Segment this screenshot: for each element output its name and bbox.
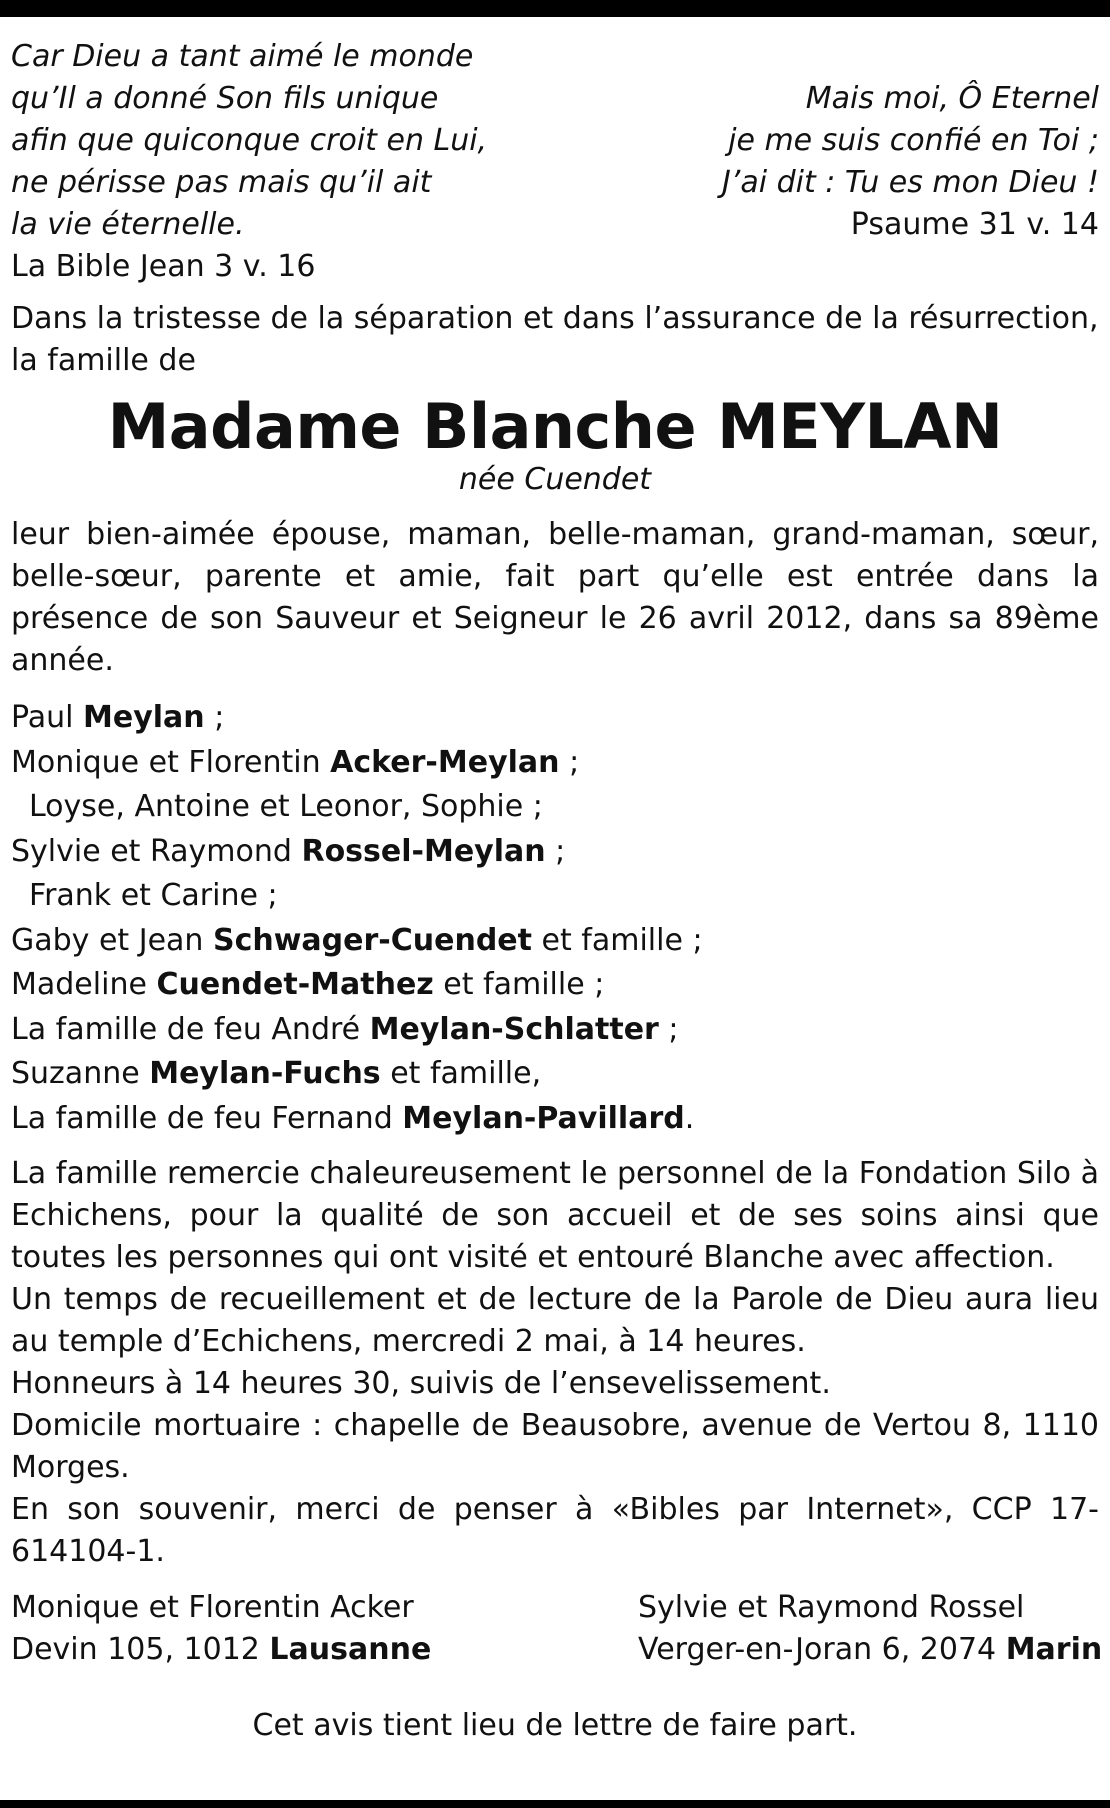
family-member-given: Gaby et Jean xyxy=(11,922,213,958)
verse-right-line: je me suis confié en Toi ; xyxy=(728,123,1099,158)
thanks-paragraph: Domicile mortuaire : chapelle de Beausobre, avenue de Vertou 8, 1110 Morges. xyxy=(11,1408,1099,1485)
verse-left-line: qu’Il a donné Son fils unique xyxy=(11,81,439,116)
signature-right xyxy=(638,1587,1102,1671)
family-member-given: Loyse, Antoine et Leonor, Sophie ; xyxy=(29,789,543,824)
family-member-line xyxy=(11,919,1099,964)
family-list xyxy=(11,696,1099,1141)
intro-line: Dans la tristesse de la séparation et dans l’assurance de la résurrection, xyxy=(11,301,1099,336)
family-member-surname: Meylan-Schlatter xyxy=(369,1011,659,1047)
family-member-given: La famille de feu Fernand xyxy=(11,1100,403,1136)
family-member-suffix: ; xyxy=(658,1011,679,1047)
thanks-paragraph: En son souvenir, merci de penser à «Bibles par Internet», CCP 17-614104-1. xyxy=(11,1492,1099,1569)
signature-left-street: Devin 105, 1012 xyxy=(11,1632,270,1667)
thanks-paragraph: La famille remercie chaleureusement le personnel de la Fondation Silo à Echichens, pour la qualité de son accueil et de ses soins ainsi que toutes les personnes qui ont visité et entouré Blanche avec affection. xyxy=(11,1156,1099,1275)
family-member-line xyxy=(11,741,1099,786)
verse-right xyxy=(579,78,1099,246)
verse-right-reference: Psaume 31 v. 14 xyxy=(850,207,1099,242)
family-member-suffix: ; xyxy=(545,833,566,869)
thanks-paragraph: Un temps de recueillement et de lecture de la Parole de Dieu aura lieu au temple d’Echichens, mercredi 2 mai, à 14 heures. xyxy=(11,1282,1099,1359)
family-member-surname: Schwager-Cuendet xyxy=(212,922,532,958)
family-member-given: Sylvie et Raymond xyxy=(11,833,302,869)
signatures-block xyxy=(11,1587,1103,1679)
top-border-rule xyxy=(0,0,1110,17)
deceased-name: Madame Blanche MEYLAN xyxy=(107,390,1003,463)
family-member-given: Suzanne xyxy=(11,1056,150,1091)
family-member-line xyxy=(11,696,1099,741)
family-member-given: La famille de feu André xyxy=(11,1011,370,1047)
verse-left xyxy=(11,36,611,288)
verse-left-line: ne périsse pas mais qu’il ait xyxy=(11,165,432,200)
verse-right-line: J’ai dit : Tu es mon Dieu ! xyxy=(721,165,1099,200)
signature-right-address xyxy=(638,1629,1102,1671)
family-member-suffix: ; xyxy=(559,744,580,780)
family-member-line xyxy=(11,1052,1099,1097)
signature-right-city: Marin xyxy=(1005,1632,1103,1667)
verse-left-line: afin que quiconque croit en Lui, xyxy=(11,123,488,158)
family-member-line xyxy=(11,1008,1099,1053)
maiden-name: née Cuendet xyxy=(458,462,652,497)
family-member-surname: Meylan-Fuchs xyxy=(149,1056,381,1091)
family-member-given: Monique et Florentin xyxy=(11,744,331,780)
signature-left-name: Monique et Florentin Acker xyxy=(11,1590,414,1625)
family-member-suffix: et famille ; xyxy=(531,922,703,958)
verse-left-line: la vie éternelle. xyxy=(11,207,245,242)
thanks-paragraph: Honneurs à 14 heures 30, suivis de l’ensevelissement. xyxy=(11,1366,831,1401)
bottom-border-rule xyxy=(0,1800,1110,1808)
verse-right-line: Mais moi, Ô Eternel xyxy=(805,81,1099,116)
verses-block xyxy=(11,36,1099,288)
family-member-suffix: . xyxy=(684,1100,695,1136)
verse-left-line: Car Dieu a tant aimé le monde xyxy=(11,39,474,74)
family-member-surname: Rossel-Meylan xyxy=(301,833,546,869)
family-member-given: Paul xyxy=(11,700,84,735)
family-member-line xyxy=(11,963,1099,1008)
intro-line: la famille de xyxy=(11,343,196,378)
verse-left-reference: La Bible Jean 3 v. 16 xyxy=(11,249,316,284)
signature-left-address xyxy=(11,1629,431,1671)
notice-content xyxy=(11,36,1103,1747)
closing-note: Cet avis tient lieu de lettre de faire part. xyxy=(252,1708,858,1743)
signature-left-city: Lausanne xyxy=(269,1632,432,1667)
family-member-line xyxy=(11,830,1099,875)
family-member-surname: Meylan xyxy=(83,700,205,735)
intro-text xyxy=(11,298,1099,382)
family-member-suffix: ; xyxy=(204,700,225,735)
thanks-block xyxy=(11,1153,1099,1573)
family-member-surname: Acker-Meylan xyxy=(330,744,560,780)
family-member-suffix: et famille ; xyxy=(433,967,605,1002)
family-member-given: Madeline xyxy=(11,967,157,1002)
family-member-line xyxy=(11,785,1099,830)
announcement-text: leur bien-aimée épouse, maman, belle-maman, grand-maman, sœur, belle-sœur, parente et amie, fait part qu’elle est entrée dans la présence de son Sauveur et Seigneur le 26 avril 2012, dans sa 89ème année. xyxy=(11,517,1099,678)
signature-right-name: Sylvie et Raymond Rossel xyxy=(638,1590,1025,1625)
family-member-line xyxy=(11,874,1099,919)
signature-left xyxy=(11,1587,431,1671)
family-member-given: Frank et Carine ; xyxy=(29,878,278,913)
family-member-surname: Cuendet-Mathez xyxy=(156,967,434,1002)
signature-right-street: Verger-en-Joran 6, 2074 xyxy=(638,1632,1006,1667)
family-member-suffix: et famille, xyxy=(380,1056,542,1091)
family-member-line xyxy=(11,1097,1099,1142)
family-member-surname: Meylan-Pavillard xyxy=(402,1100,685,1136)
